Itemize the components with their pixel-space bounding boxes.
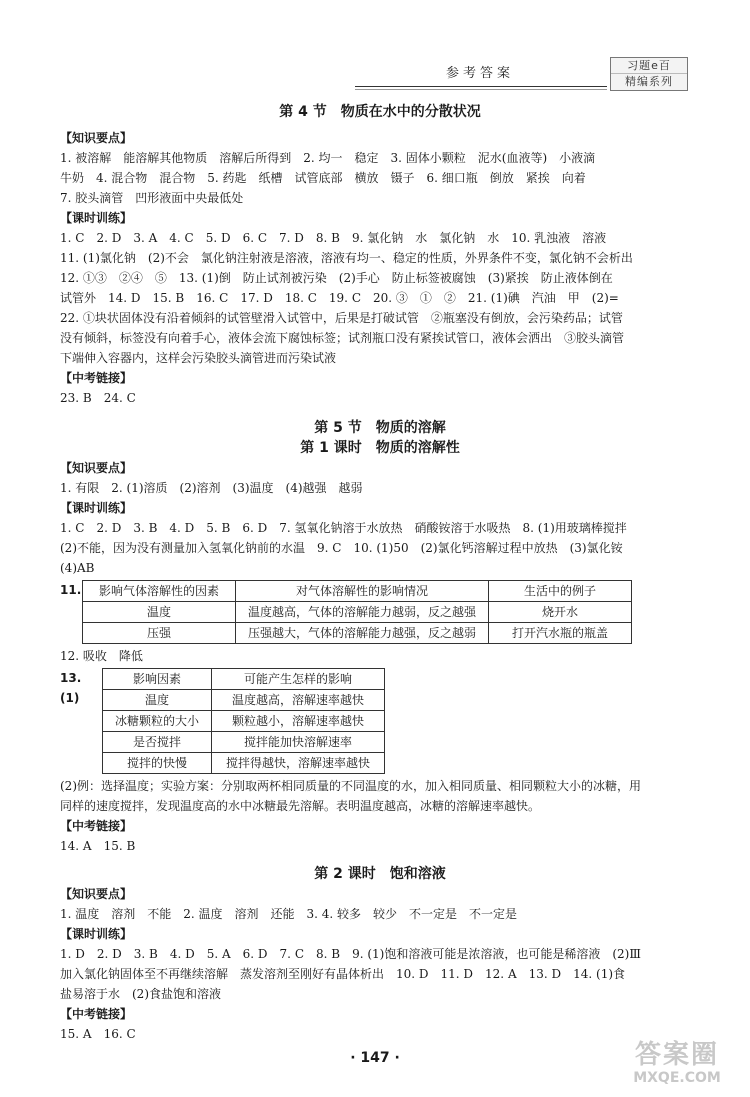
table-cell: 生活中的例子	[489, 581, 632, 602]
lesson2-training-line: 盐易溶于水 (2)食盐饱和溶液	[60, 987, 221, 1001]
watermark-text: 答案圈	[634, 1040, 719, 1070]
table-cell: 对气体溶解性的影响情况	[236, 581, 489, 602]
question-12: 12. 吸收 降低	[60, 649, 143, 663]
section4-training-line: 1. C 2. D 3. A 4. C 5. D 6. C 7. D 8. B 9. 氯化钠 水 氯化钠 水 10. 乳浊液 溶液	[60, 231, 607, 245]
section5-title: 第 5 节 物质的溶解	[314, 420, 446, 436]
table-row	[103, 690, 385, 711]
section4-training-line: 下端伸入容器内，这样会污染胶头滴管进而污染试液	[60, 351, 337, 365]
page-number: · 147 ·	[350, 1050, 400, 1066]
table-cell: 压强越大，气体的溶解能力越强，反之越弱	[236, 623, 489, 644]
lesson2-title: 第 2 课时 饱和溶液	[314, 866, 446, 882]
watermark-logo	[612, 1040, 742, 1090]
table-row	[83, 581, 632, 602]
table-cell: 压强	[83, 623, 236, 644]
section4-points-line: 牛奶 4. 混合物 混合物 5. 药匙 纸槽 试管底部 横放 镊子 6. 细口瓶 倒放 紧挨 向着	[60, 171, 586, 185]
table-row	[103, 753, 385, 774]
question-11-label: 11.	[60, 583, 82, 597]
dissolution-rate-table	[102, 668, 385, 774]
question-13-part2-line: 同样的速度搅拌，发现温度高的水中冰糖最先溶解。表明温度越高，冰糖的溶解速率越快。	[60, 799, 541, 813]
lesson2-tag-training: 【课时训练】	[60, 927, 133, 941]
table-row	[103, 732, 385, 753]
table-row	[83, 623, 632, 644]
table-cell: 搅拌得越快，溶解速率越快	[212, 753, 385, 774]
table-row	[103, 669, 385, 690]
section4-training-line: 试管外 14. D 15. B 16. C 17. D 18. C 19. C 20. ③ ① ② 21. (1)碘 汽油 甲 (2)=	[60, 291, 619, 305]
table-cell: 影响因素	[103, 669, 212, 690]
section4-points-line: 7. 胶头滴管 凹形液面中央最低处	[60, 191, 244, 205]
section4-training-line: 11. (1)氯化钠 (2)不会 氯化钠注射液是溶液，溶液有均一、稳定的性质，外界条件不变，氯化钠不会析出	[60, 251, 633, 265]
section5-tag-training: 【课时训练】	[60, 501, 133, 515]
lesson2-tag-points: 【知识要点】	[60, 887, 133, 901]
section4-training-line: 没有倾斜，标签没有向着手心，液体会流下腐蚀标签；试剂瓶口没有紧挨试管口，液体会洒出 ③胶头滴管	[60, 331, 625, 345]
table-cell: 温度越高，气体的溶解能力越弱，反之越强	[236, 602, 489, 623]
table-cell: 温度越高，溶解速率越快	[212, 690, 385, 711]
series-line2: 精编系列	[625, 75, 673, 88]
section4-exam-line: 23. B 24. C	[60, 391, 136, 405]
table-cell: 温度	[103, 690, 212, 711]
question-13	[60, 668, 700, 774]
section5-tag-exam: 【中考链接】	[60, 819, 133, 833]
series-logo	[610, 57, 688, 91]
header-rule	[355, 86, 607, 87]
series-line1: 习题e百	[611, 58, 687, 74]
gas-solubility-table	[82, 580, 632, 644]
watermark-url: MXQE.COM	[633, 1070, 721, 1086]
section4-tag-training: 【课时训练】	[60, 211, 133, 225]
lesson2-exam-line: 15. A 16. C	[60, 1027, 136, 1041]
lesson2-training-line: 1. D 2. D 3. B 4. D 5. A 6. D 7. C 8. B 9. (1)饱和溶液可能是浓溶液，也可能是稀溶液 (2)Ⅲ	[60, 947, 641, 961]
header-title: 参考答案	[445, 66, 514, 81]
answer-content	[60, 100, 700, 1044]
table-cell: 冰糖颗粒的大小	[103, 711, 212, 732]
section5-subtitle: 第 1 课时 物质的溶解性	[300, 440, 460, 456]
table-row	[83, 602, 632, 623]
table-cell: 搅拌能加快溶解速率	[212, 732, 385, 753]
section5-training-line: 1. C 2. D 3. B 4. D 5. B 6. D 7. 氢氧化钠溶于水放热 硝酸铵溶于水吸热 8. (1)用玻璃棒搅拌	[60, 521, 627, 535]
section5-training-line: (2)不能，因为没有测量加入氢氧化钠前的水温 9. C 10. (1)50 (2)氯化钙溶解过程中放热 (3)氯化铵	[60, 541, 623, 555]
section4-training-line: 12. ①③ ②④ ⑤ 13. (1)倒 防止试剂被污染 (2)手心 防止标签被腐蚀 (3)紧挨 防止液体倒在	[60, 271, 613, 285]
header-rule-thin	[355, 89, 607, 90]
table-row	[103, 711, 385, 732]
section4-title: 第 4 节 物质在水中的分散状况	[279, 104, 481, 120]
lesson2-tag-exam: 【中考链接】	[60, 1007, 133, 1021]
table-cell: 打开汽水瓶的瓶盖	[489, 623, 632, 644]
question-11	[60, 580, 700, 644]
table-cell: 影响气体溶解性的因素	[83, 581, 236, 602]
table-cell: 搅拌的快慢	[103, 753, 212, 774]
table-cell: 可能产生怎样的影响	[212, 669, 385, 690]
table-cell: 颗粒越小，溶解速率越快	[212, 711, 385, 732]
table-cell: 温度	[83, 602, 236, 623]
question-13-label: 13. (1)	[60, 671, 82, 705]
section5-exam-line: 14. A 15. B	[60, 839, 136, 853]
section5-tag-points: 【知识要点】	[60, 461, 133, 475]
section5-points-line: 1. 有限 2. (1)溶质 (2)溶剂 (3)温度 (4)越强 越弱	[60, 481, 363, 495]
question-13-part2-line: (2)例：选择温度；实验方案：分别取两杯相同质量的不同温度的水，加入相同质量、相同颗粒大小的冰糖，用	[60, 779, 642, 793]
lesson2-points-line: 1. 温度 溶剂 不能 2. 温度 溶剂 还能 3. 4. 较多 较少 不一定是 不一定是	[60, 907, 518, 921]
section4-points-line: 1. 被溶解 能溶解其他物质 溶解后所得到 2. 均一 稳定 3. 固体小颗粒 泥水(血液等) 小液滴	[60, 151, 596, 165]
section4-tag-points: 【知识要点】	[60, 131, 133, 145]
section4-training-line: 22. ①块状固体没有沿着倾斜的试管壁滑入试管中，后果是打破试管 ②瓶塞没有倒放，会污染药品；试管	[60, 311, 623, 325]
lesson2-training-line: 加入氯化钠固体至不再继续溶解 蒸发溶剂至刚好有晶体析出 10. D 11. D 12. A 13. D 14. (1)食	[60, 967, 626, 981]
table-cell: 烧开水	[489, 602, 632, 623]
section5-training-line: (4)AB	[60, 561, 95, 575]
table-cell: 是否搅拌	[103, 732, 212, 753]
section4-tag-exam: 【中考链接】	[60, 371, 133, 385]
